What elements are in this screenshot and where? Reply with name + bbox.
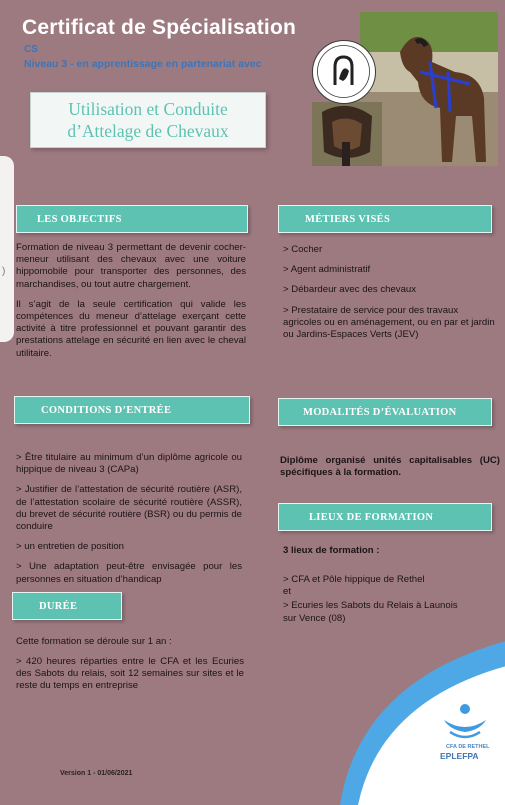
list-item: > Être titulaire au minimum d’un diplôme agricole ou hippique de niveau 3 (CAPa) [16, 452, 242, 476]
objectives-paragraph: Formation de niveau 3 permettant de devenir cocher-meneur utilisant des chevaux avec une voiture hippomobile pour transporter des personnes, des marchandises, ou tout autre chargement. [16, 242, 246, 290]
duration-detail: > 420 heures réparties entre le CFA et les Ecuries des Sabots du relais, soit 12 semaines sur sites et le reste du temps en entreprise [16, 656, 244, 692]
objectives-heading: LES OBJECTIFS [16, 205, 248, 233]
list-item: > un entretien de position [16, 541, 125, 553]
harness-illustration [312, 102, 382, 166]
cfa-logo-line1: CFA DE RETHEL [446, 744, 490, 750]
list-item: > Justifier de l’attestation de sécurité routière (ASR), de l’attestation scolaire de sécurité routière (ASSR), du brevet de sécurité routière (BSR) ou du permis de conduire [16, 484, 242, 533]
list-item: > Débardeur avec des chevaux [283, 284, 417, 296]
chevron-right-icon[interactable]: ) [2, 266, 6, 277]
version-label: Version 1 - 01/06/2021 [60, 770, 133, 777]
cfa-logo-line2: EPLEFPA [440, 751, 479, 761]
duration-heading: DURÉE [12, 592, 122, 620]
objectives-paragraph: Il s’agit de la seule certification qui valide les compétences du meneur d’attelage exerçant cette activité à titre professionnel et pouvant garantir des prestations attelage en sécurité en lien avec le cheval utilitaire. [16, 298, 246, 359]
formation-title-line1: Utilisation et Conduite [68, 99, 228, 119]
locations-list [283, 574, 473, 625]
entry-conditions-list [16, 452, 242, 594]
horseshoe-logo-icon [313, 41, 374, 102]
list-item: > Une adaptation peut-être envisagée pour les personnes en situation d’handicap [16, 561, 242, 585]
formation-title-box [30, 92, 266, 148]
objectives-text [16, 242, 246, 368]
list-item: > CFA et Pôle hippique de Rethel [283, 574, 425, 585]
list-item: et [283, 586, 292, 598]
entry-conditions-heading: CONDITIONS D’ENTRÉE [14, 396, 250, 424]
page-title: Certificat de Spécialisation [22, 16, 297, 39]
locations-intro: 3 lieux de formation : [283, 545, 380, 556]
certificate-code: CS [24, 44, 38, 55]
side-panel-tab[interactable] [0, 156, 14, 342]
locations-heading: LIEUX DE FORMATION [278, 503, 492, 531]
harness-photo [312, 102, 382, 166]
partner-logo [312, 40, 376, 104]
list-item: > Ecuries les Sabots du Relais à Launois sur Vence (08) [283, 600, 458, 624]
list-item: > Agent administratif [283, 264, 371, 276]
cfa-logo-icon [440, 700, 490, 742]
evaluation-heading: MODALITÉS D’ÉVALUATION [278, 398, 492, 426]
duration-intro: Cette formation se déroule sur 1 an : [16, 636, 172, 647]
jobs-list [283, 244, 495, 349]
jobs-heading: MÉTIERS VISÉS [278, 205, 492, 233]
list-item: > Cocher [283, 244, 323, 255]
evaluation-text: Diplôme organisé unités capitalisables (UC) spécifiques à la formation. [280, 455, 500, 479]
level-line: Niveau 3 - en apprentissage en partenariat avec [24, 58, 262, 70]
list-item: > Prestataire de service pour des travaux agricoles ou en aménagement, ou en par et jardin ou Jardins-Espaces Verts (JEV) [283, 304, 495, 341]
formation-title-line2: d’Attelage de Chevaux [67, 121, 229, 141]
